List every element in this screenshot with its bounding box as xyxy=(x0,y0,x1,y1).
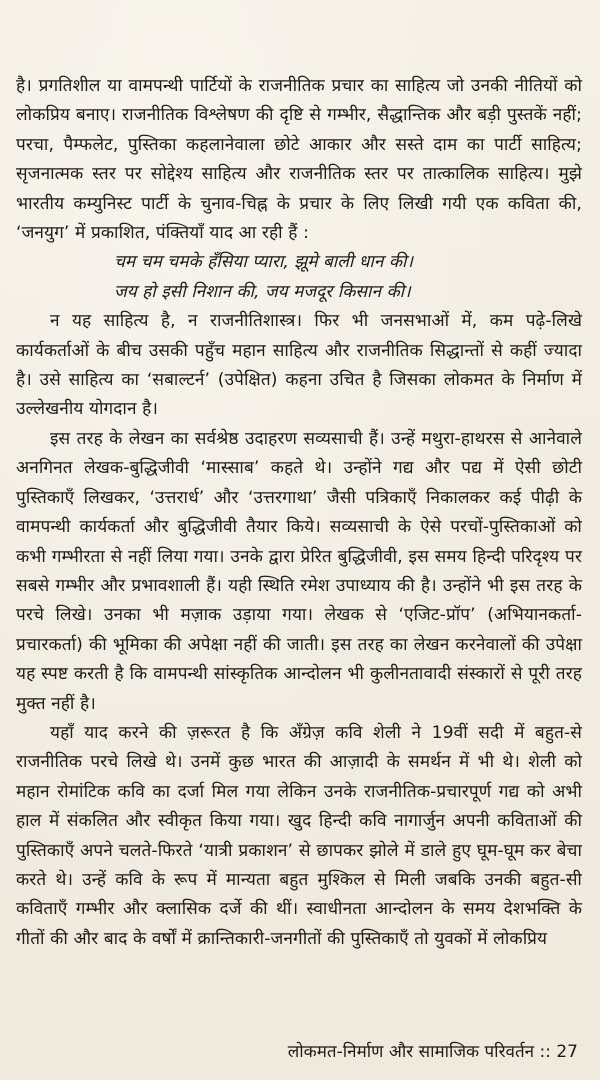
running-footer: लोकमत-निर्माण और सामाजिक परिवर्तन :: 27 xyxy=(287,1042,578,1062)
poem-line-1: चम चम चमके हँसिया प्यारा, झूमे बाली धान की। xyxy=(114,252,414,273)
poem-line-2: जय हो इसी निशान की, जय मजदूर किसान की। xyxy=(114,281,411,302)
paragraph-4: यहाँ याद करने की ज़रूरत है कि अँग्रेज़ कवि शेली ने 19वीं सदी में बहुत-से राजनीतिक परचे लिखे थे। उनमें कुछ भारत की आज़ादी के समर्थन में भी थे। शेली को महान रोमांटिक कवि का दर्जा मिल गया लेकिन उनके राजनीतिक-प्रचारपूर्ण गद्य को अभी हाल में संकलित और स्वीकृत किया गया। खुद हिन्दी कवि नागार्जुन अपनी कविताओं की पुस्तिकाएँ अपने चलते-फिरते ‘यात्री प्रकाशन’ से छापकर झोले में डाले हुए घूम-घूम कर बेचा करते थे। उन्हें कवि के रूप में मान्यता बहुत मुश्किल से मिली जबकि उनकी बहुत-सी कविताएँ गम्भीर और क्लासिक दर्जे की थीं। स्वाधीनता आन्दोलन के समय देशभक्ति के गीतों की और बाद के वर्षों में क्रान्तिकारी-जनगीतों की पुस्तिकाएँ तो युवकों में लोकप्रिय xyxy=(16,722,582,949)
page-body xyxy=(16,72,582,954)
paragraph-2: न यह साहित्य है, न राजनीतिशास्त्र। फिर भी जनसभाओं में, कम पढ़े-लिखे कार्यकर्ताओं के बीच उसकी पहुँच महान साहित्य और राजनीतिक सिद्धान्तों से कहीं ज्यादा है। उसे साहित्य का ‘सबाल्टर्न’ (उपेक्षित) कहना उचित है जिसका लोकमत के निर्माण में उल्लेखनीय योगदान है। xyxy=(16,311,582,420)
poem-quote xyxy=(16,248,582,307)
paragraph-continued: है। प्रगतिशील या वामपन्थी पार्टियों के राजनीतिक प्रचार का साहित्य जो उनकी नीतियों को लोकप्रिय बनाए। राजनीतिक विश्लेषण की दृष्टि से गम्भीर, सैद्धान्तिक और बड़ी पुस्तकें नहीं; परचा, पैम्फलेट, पुस्तिका कहलानेवाला छोटे आकार और सस्ते दाम का पार्टी साहित्य; सृजनात्मक स्तर पर सोद्देश्य साहित्य और राजनीतिक स्तर पर तात्कालिक साहित्य। मुझे भारतीय कम्युनिस्ट पार्टी के चुनाव-चिह्न के प्रचार के लिए लिखी गयी एक कविता की, ‘जनयुग’ में प्रकाशित, पंक्तियाँ याद आ रही हैं : xyxy=(16,76,582,244)
paragraph-3: इस तरह के लेखन का सर्वश्रेष्ठ उदाहरण सव्यसाची हैं। उन्हें मथुरा-हाथरस से आनेवाले अनगिनत लेखक-बुद्धिजीवी ‘मास्साब’ कहते थे। उन्होंने गद्य और पद्य में ऐसी छोटी पुस्तिकाएँ लिखकर, ‘उत्तरार्ध’ और ‘उत्तरगाथा’ जैसी पत्रिकाएँ निकालकर कई पीढ़ी के वामपन्थी कार्यकर्ता और बुद्धिजीवी तैयार किये। सव्यसाची के ऐसे परचों-पुस्तिकाओं को कभी गम्भीरता से नहीं लिया गया। उनके द्वारा प्रेरित बुद्धिजीवी, इस समय हिन्दी परिदृश्य पर सबसे गम्भीर और प्रभावशाली हैं। यही स्थिति रमेश उपाध्याय की है। उन्होंने भी इस तरह के परचे लिखे। उनका भी मज़ाक उड़ाया गया। लेखक से ‘एजिट-प्रॉप’ (अभियानकर्ता-प्रचारकर्ता) की भूमिका की अपेक्षा नहीं की जाती। इस तरह का लेखन करनेवालों की उपेक्षा यह स्पष्ट करती है कि वामपन्थी सांस्कृतिक आन्दोलन भी कुलीनतावादी संस्कारों से पूरी तरह मुक्त नहीं है। xyxy=(16,428,582,714)
